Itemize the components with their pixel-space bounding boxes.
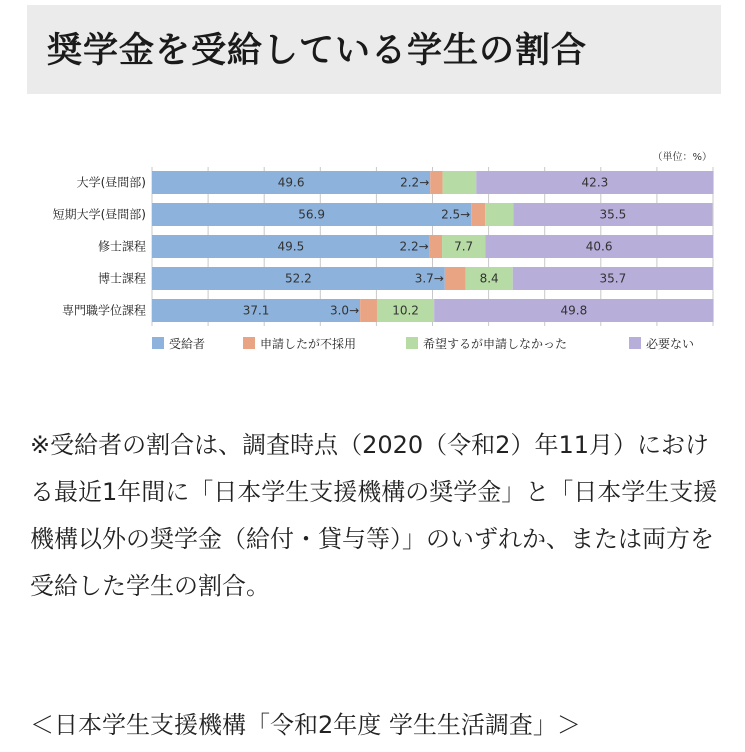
data-label: 49.5: [277, 239, 305, 254]
data-label: 49.8: [560, 303, 588, 318]
bar-segment: [430, 235, 442, 258]
bar-segment: [360, 299, 377, 322]
data-label: 8.4: [479, 271, 499, 286]
legend-label: 申請したが不採用: [260, 337, 357, 351]
bar-segment: [430, 171, 442, 194]
data-label: 35.5: [599, 207, 627, 222]
category-label: 短期大学(昼間部): [52, 207, 146, 222]
legend-swatch: [629, 337, 641, 349]
data-label: 52.2: [285, 271, 312, 286]
data-label: 35.7: [599, 271, 627, 286]
legend-swatch: [152, 337, 164, 349]
data-label: 37.1: [242, 303, 270, 318]
bar-segment: [485, 203, 513, 226]
data-label: 2.2→: [399, 239, 429, 254]
data-label: 3.7→: [414, 271, 444, 286]
footnote: ※受給者の割合は、調査時点（2020（令和2）年11月）における最近1年間に「日本学生支援機構の奨学金」と「日本学生支援機構以外の奨学金（給付・貸与等）」のいずれか、または両方を受給した学生の割合。: [30, 431, 718, 600]
bar-segment: [471, 203, 485, 226]
category-label: 修士課程: [97, 239, 146, 254]
legend-swatch: [406, 337, 418, 349]
bars-group: [152, 171, 714, 322]
legend: [152, 336, 694, 351]
category-label: 大学(昼間部): [76, 175, 146, 190]
legend-label: 受給者: [169, 337, 206, 351]
data-label: 42.3: [581, 175, 609, 190]
unit-label: （単位：%）: [652, 152, 712, 163]
legend-swatch: [243, 337, 255, 349]
page-title: 奨学金を受給している学生の割合: [47, 31, 588, 71]
heading-banner: [27, 5, 721, 94]
legend-label: 必要ない: [646, 337, 695, 351]
category-labels: [53, 175, 146, 318]
bar-segment: [445, 267, 466, 290]
category-label: 専門職学位課程: [61, 303, 146, 318]
source-citation: ＜日本学生支援機構「令和2年度 学生生活調査」＞: [30, 711, 581, 739]
legend-label: 希望するが申請しなかった: [423, 337, 568, 351]
data-label: 3.0→: [329, 303, 360, 318]
bar-segment: [443, 171, 477, 194]
category-label: 博士課程: [97, 271, 146, 286]
data-label: 49.6: [277, 175, 305, 190]
data-label: 2.2→: [400, 175, 430, 190]
data-label: 40.6: [585, 239, 613, 254]
data-label: 56.9: [298, 207, 325, 222]
data-label: 2.5→: [441, 207, 471, 222]
data-label: 7.7: [454, 239, 474, 254]
stacked-bar-chart: [0, 140, 745, 365]
data-label: 10.2: [392, 303, 419, 318]
